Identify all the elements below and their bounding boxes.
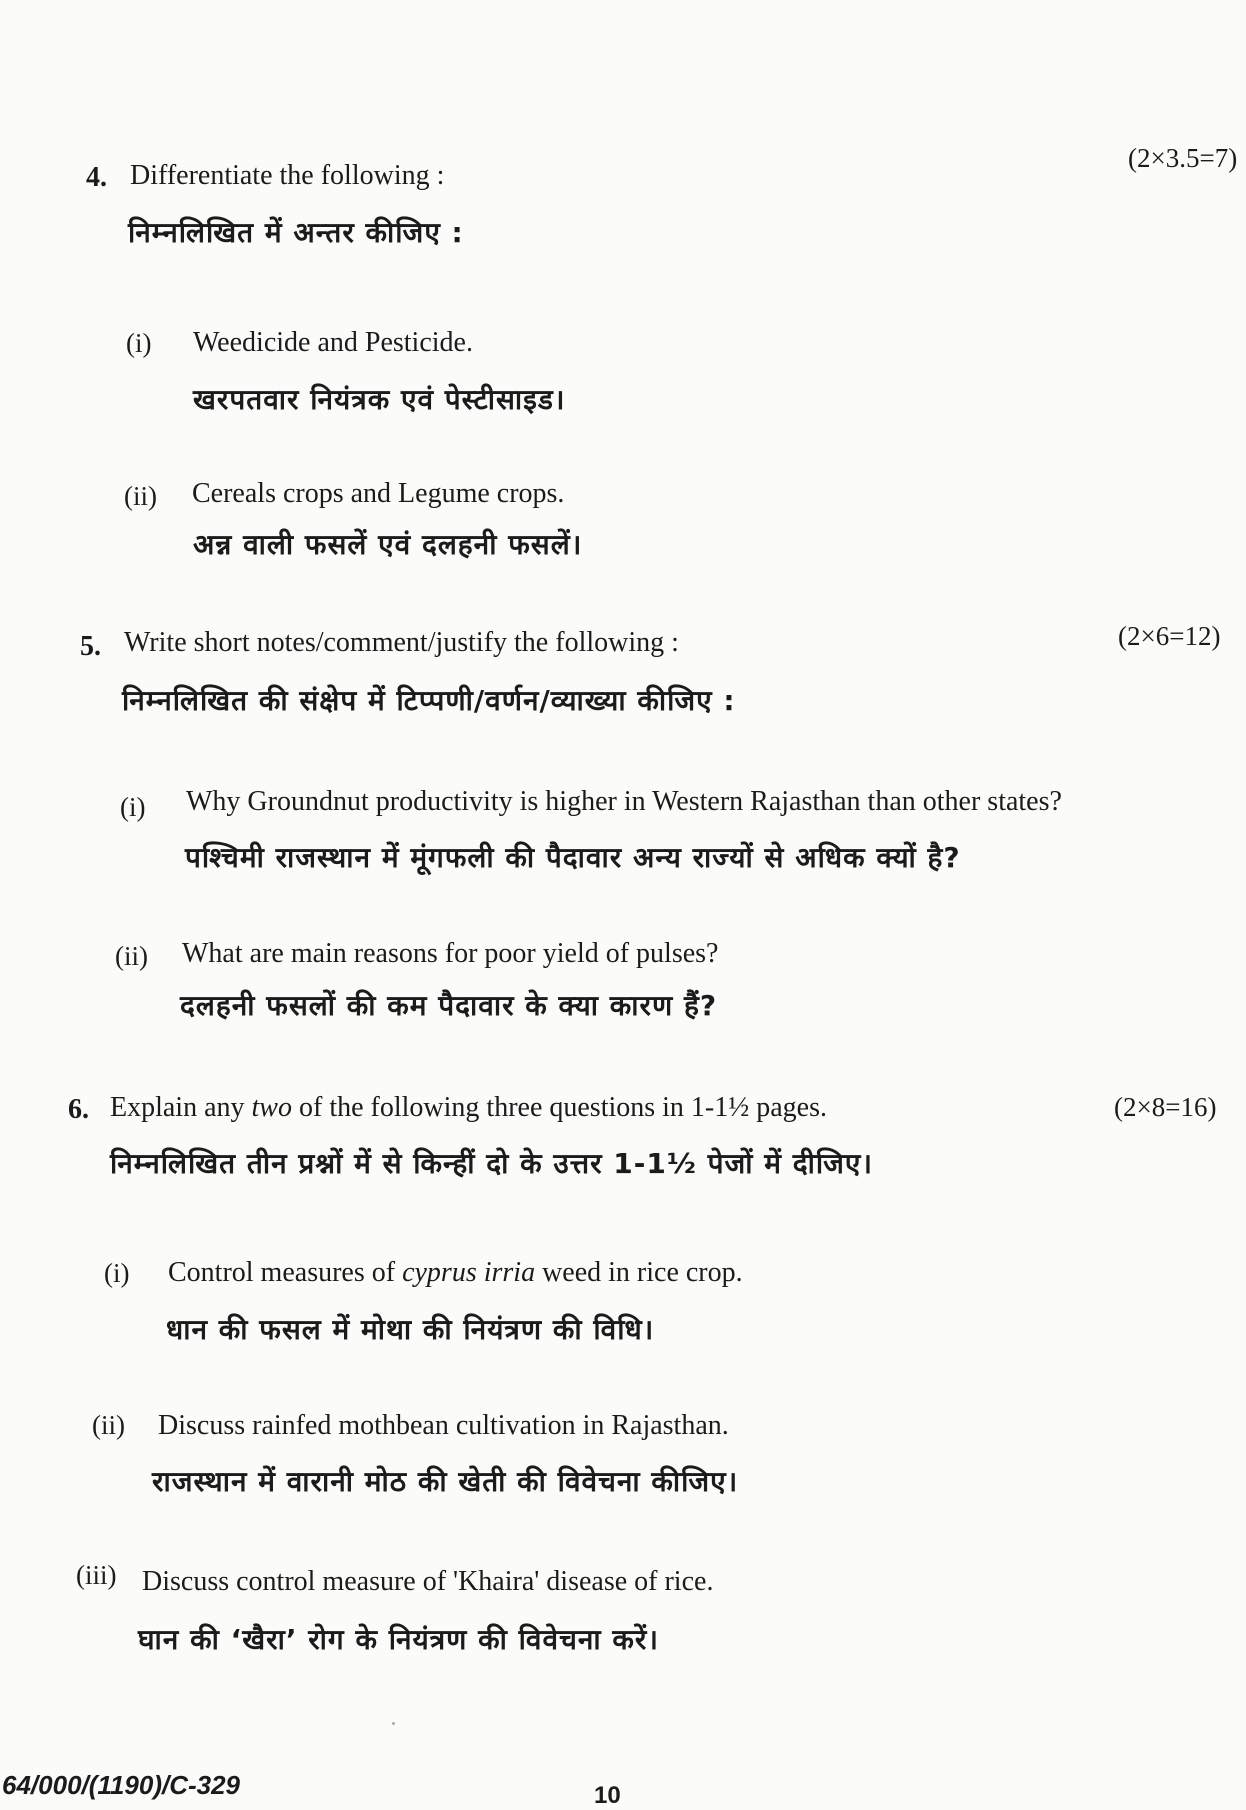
sub-question-text-hi: धान की फसल में मोथा की नियंत्रण की विधि।: [166, 1313, 655, 1346]
sub-question-text-hi: दलहनी फसलों की कम पैदावार के क्या कारण हैं?: [180, 989, 718, 1022]
question-marks: (2×3.5=7): [1128, 143, 1238, 173]
question-marks: (2×6=12): [1118, 621, 1221, 651]
question-number: 6.: [68, 1094, 89, 1125]
paper-code: 64/000/(1190)/C-329: [2, 1770, 241, 1800]
question-text-en: Write short notes/comment/justify the following :: [124, 627, 679, 658]
sub-question-label: (ii): [115, 941, 148, 971]
page-number: 10: [594, 1782, 621, 1809]
sub-question-text-en: Weedicide and Pesticide.: [193, 327, 473, 358]
question-text-en: Differentiate the following :: [130, 160, 445, 191]
sub-question-text-hi: राजस्थान में वारानी मोठ की खेती की विवेचना कीजिए।: [152, 1465, 739, 1498]
sub-question-label: (i): [104, 1258, 130, 1288]
sub-question-text-hi: अन्न वाली फसलें एवं दलहनी फसलें।: [193, 528, 583, 561]
question-text-hi: निम्नलिखित में अन्तर कीजिए :: [128, 216, 464, 249]
sub-question-text-en: Cereals crops and Legume crops.: [192, 478, 565, 509]
sub-question-label: (i): [126, 328, 152, 358]
question-text-en: Explain any two of the following three questions in 1-1½ pages.: [110, 1092, 828, 1123]
sub-question-text-en: Discuss rainfed mothbean cultivation in Rajasthan.: [158, 1410, 729, 1441]
sub-question-text-en: What are main reasons for poor yield of pulses?: [182, 938, 719, 969]
sub-question-text-en: Discuss control measure of 'Khaira' disease of rice.: [142, 1566, 714, 1597]
sub-question-label: (ii): [124, 481, 157, 511]
sub-question-label: (ii): [92, 1410, 125, 1440]
question-number: 4.: [86, 162, 107, 193]
sub-question-text-hi: घान की ‘खैरा’ रोग के नियंत्रण की विवेचना करें।: [138, 1623, 659, 1656]
question-number: 5.: [80, 631, 101, 662]
sub-question-text-hi: पश्चिमी राजस्थान में मूंगफली की पैदावार अन्य राज्यों से अधिक क्यों है?: [185, 841, 961, 874]
sub-question-label: (iii): [76, 1560, 117, 1590]
sub-question-text-en: Why Groundnut productivity is higher in Western Rajasthan than other states?: [186, 786, 1062, 817]
question-marks: (2×8=16): [1114, 1092, 1217, 1122]
sub-question-text-en: Control measures of cyprus irria weed in rice crop.: [168, 1257, 743, 1288]
sub-question-text-hi: खरपतवार नियंत्रक एवं पेस्टीसाइड।: [193, 383, 566, 416]
question-text-hi: निम्नलिखित की संक्षेप में टिप्पणी/वर्णन/व्याख्या कीजिए :: [122, 684, 736, 717]
stray-mark: [392, 1722, 395, 1725]
sub-question-label: (i): [120, 792, 146, 822]
question-text-hi: निम्नलिखित तीन प्रश्नों में से किन्हीं दो के उत्तर 1-1½ पेजों में दीजिए।: [110, 1147, 874, 1180]
